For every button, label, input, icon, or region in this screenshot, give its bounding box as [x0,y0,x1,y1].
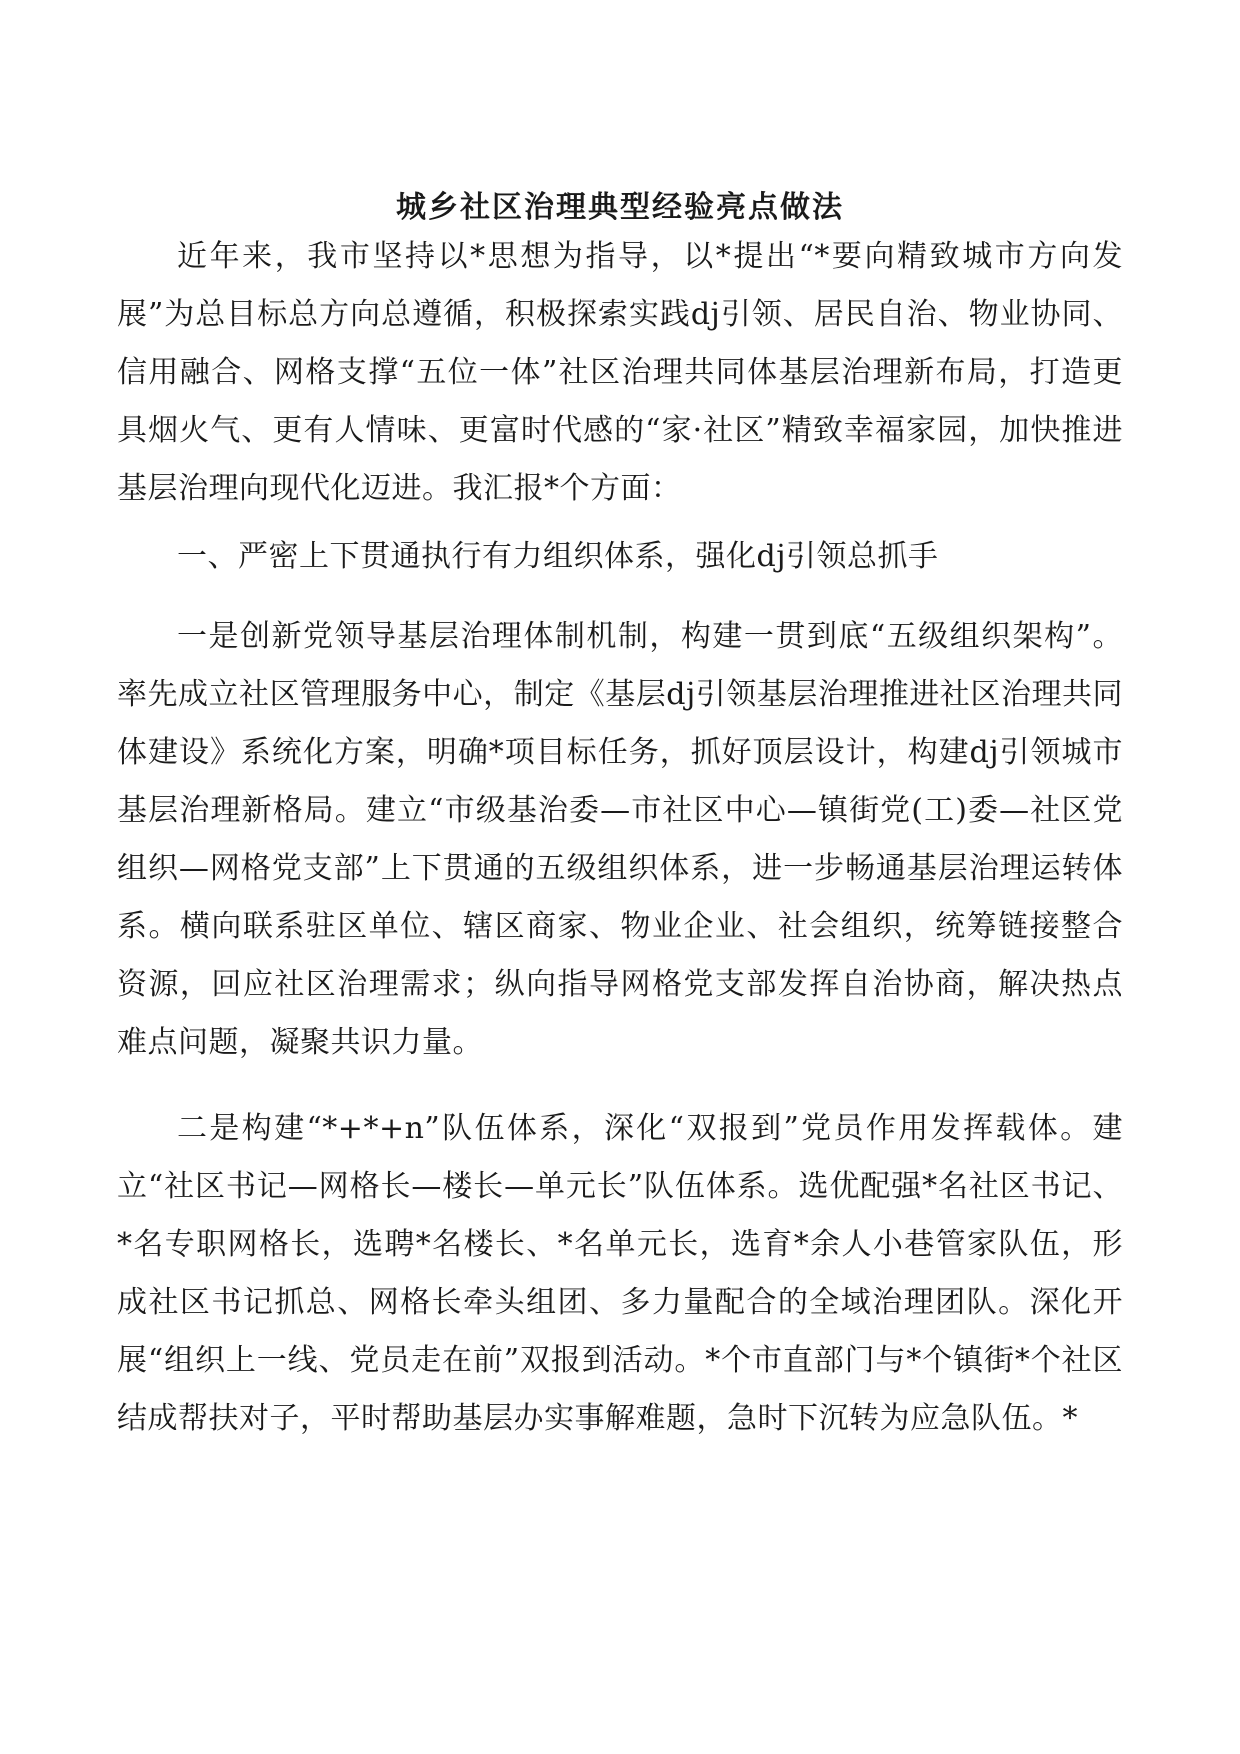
paragraph-point-2: 二是构建“*+*+n”队伍体系，深化“双报到”党员作用发挥载体。建立“社区书记—网格长—楼长—单元长”队伍体系。选优配强*名社区书记、*名专职网格长，选聘*名楼长、*名单元长，选育*余人小巷管家队伍，形成社区书记抓总、网格长牵头组团、多力量配合的全域治理团队。深化开展“组织上一线、党员走在前”双报到活动。*个市直部门与*个镇街*个社区结成帮扶对子，平时帮助基层办实事解难题，急时下沉转为应急队伍。* [117,1111,1123,1436]
paragraph-intro: 近年来，我市坚持以*思想为指导，以*提出“*要向精致城市方向发展”为总目标总方向总遵循，积极探索实践dj引领、居民自治、物业协同、信用融合、网格支撑“五位一体”社区治理共同体基层治理新布局，打造更具烟火气、更有人情味、更富时代感的“家·社区”精致幸福家园，加快推进基层治理向现代化迈进。我汇报*个方面： [117,239,1123,506]
section-heading-1: 一、严密上下贯通执行有力组织体系，强化dj引领总抓手 [177,539,939,574]
document-body [117,228,1123,1458]
paragraph-point-1: 一是创新党领导基层治理体制机制，构建一贯到底“五级组织架构”。率先成立社区管理服务中心，制定《基层dj引领基层治理推进社区治理共同体建设》系统化方案，明确*项目标任务，抓好顶层设计，构建dj引领城市基层治理新格局。建立“市级基治委—市社区中心—镇街党(工)委—社区党组织—网格党支部”上下贯通的五级组织体系，进一步畅通基层治理运转体系。横向联系驻区单位、辖区商家、物业企业、社会组织，统筹链接整合资源，回应社区治理需求；纵向指导网格党支部发挥自治协商，解决热点难点问题，凝聚共识力量。 [117,619,1123,1060]
document-title: 城乡社区治理典型经验亮点做法 [396,190,844,225]
